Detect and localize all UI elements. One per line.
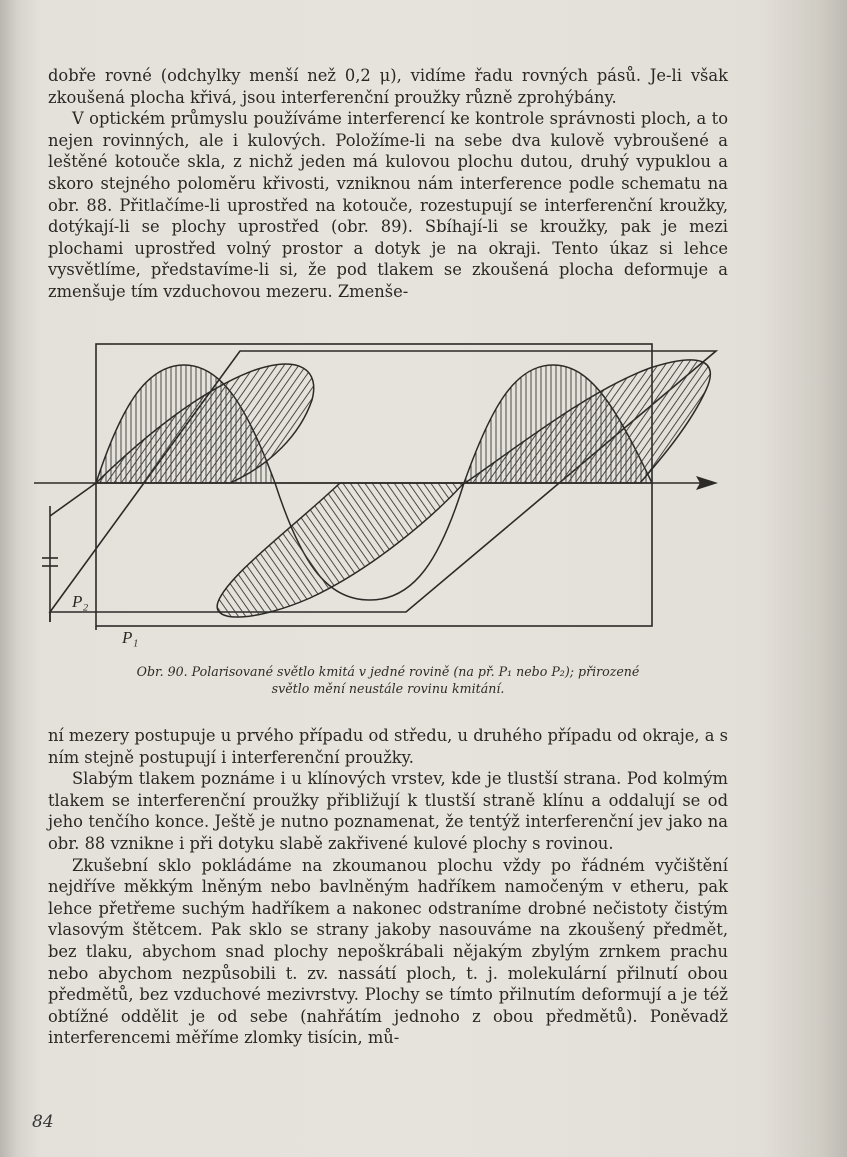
polarization-figure: [0, 330, 847, 660]
caption-line: Obr. 90. Polarisované světlo kmitá v jedné rovině (na př. P₁ nebo P₂); přirozené: [136, 664, 640, 679]
top-text-block: [48, 65, 728, 303]
paragraph: dobře rovné (odchylky menší než 0,2 μ), vidíme řadu rovných pásů. Je-li však zkoušená plocha křivá, jsou interferenční proužky různě zprohýbány.: [48, 66, 728, 107]
wave-p2-lobe-2: [217, 483, 464, 617]
paragraph: ní mezery postupuje u prvého případu od středu, u druhého případu od okraje, a s ním stejně postupují i interferenční proužky.: [48, 726, 728, 767]
page-number: 84: [32, 1112, 54, 1132]
figure-caption: [48, 663, 728, 697]
paragraph: Zkušební sklo pokládáme na zkoumanou plochu vždy po řádném vyčištění nejdříve měkkým lněným nebo bavlněným hadříkem namočeným v etheru, pak lehce přetřeme suchým hadříkem a nakonec odstraníme drobné nečistoty čistým vlasovým štětcem. Pak sklo se strany jakoby nasouváme na zkoušený předmět, bez tlaku, abychom snad plochy nepoškrábali nějakým zbylým zrnkem prachu nebo abychom nezpůsobili t. zv. nassátí ploch, t. j. molekulární přilnutí obou předmětů, bez vzduchové mezivrstvy. Plochy se tímto přilnutím deformují a je též obtížné oddělit je od sebe (nahřátím jednoho z obou předmětů). Poněvadž interferencemi měříme zlomky tisícin, mů-: [48, 855, 728, 1048]
label-p1: P₁: [122, 628, 139, 647]
paragraph: Slabým tlakem poznáme i u klínových vrstev, kde je tlustší strana. Pod kolmým tlakem se interferenční proužky přibližují k tlustší straně klínu a oddalují se od jeho tenčího konce. Ještě je nutno poznamenat, že tentýž interferenční jev jako na obr. 88 vznikne i při dotyku slabě zakřivené kulové plochy s rovinou.: [48, 769, 728, 853]
bottom-text-block: [48, 725, 728, 1049]
caption-line: světlo mění neustále rovinu kmitání.: [271, 681, 505, 696]
label-p2: P₂: [72, 592, 89, 611]
paragraph: V optickém průmyslu používáme interferencí ke kontrole správnosti ploch, a to nejen rovinných, ale i kulových. Položíme-li na sebe dva kulově vybroušené a leštěné kotouče skla, z nichž jeden má kulovou plochu dutou, druhý vypuklou a skoro stejného poloměru křivosti, vzniknou nám interference podle schematu na obr. 88. Přitlačíme-li uprostřed na kotouče, rozestupují se interferenční kroužky, dotýkají-li se plochy uprostřed (obr. 89). Sbíhají-li se kroužky, pak je mezi plochami uprostřed volný prostor a dotyk je na okraji. Tento úkaz si lehce vysvětlíme, představíme-li si, že pod tlakem se zkoušená plocha deformuje a zmenšuje tím vzduchovou mezeru. Zmenše-: [48, 109, 728, 301]
